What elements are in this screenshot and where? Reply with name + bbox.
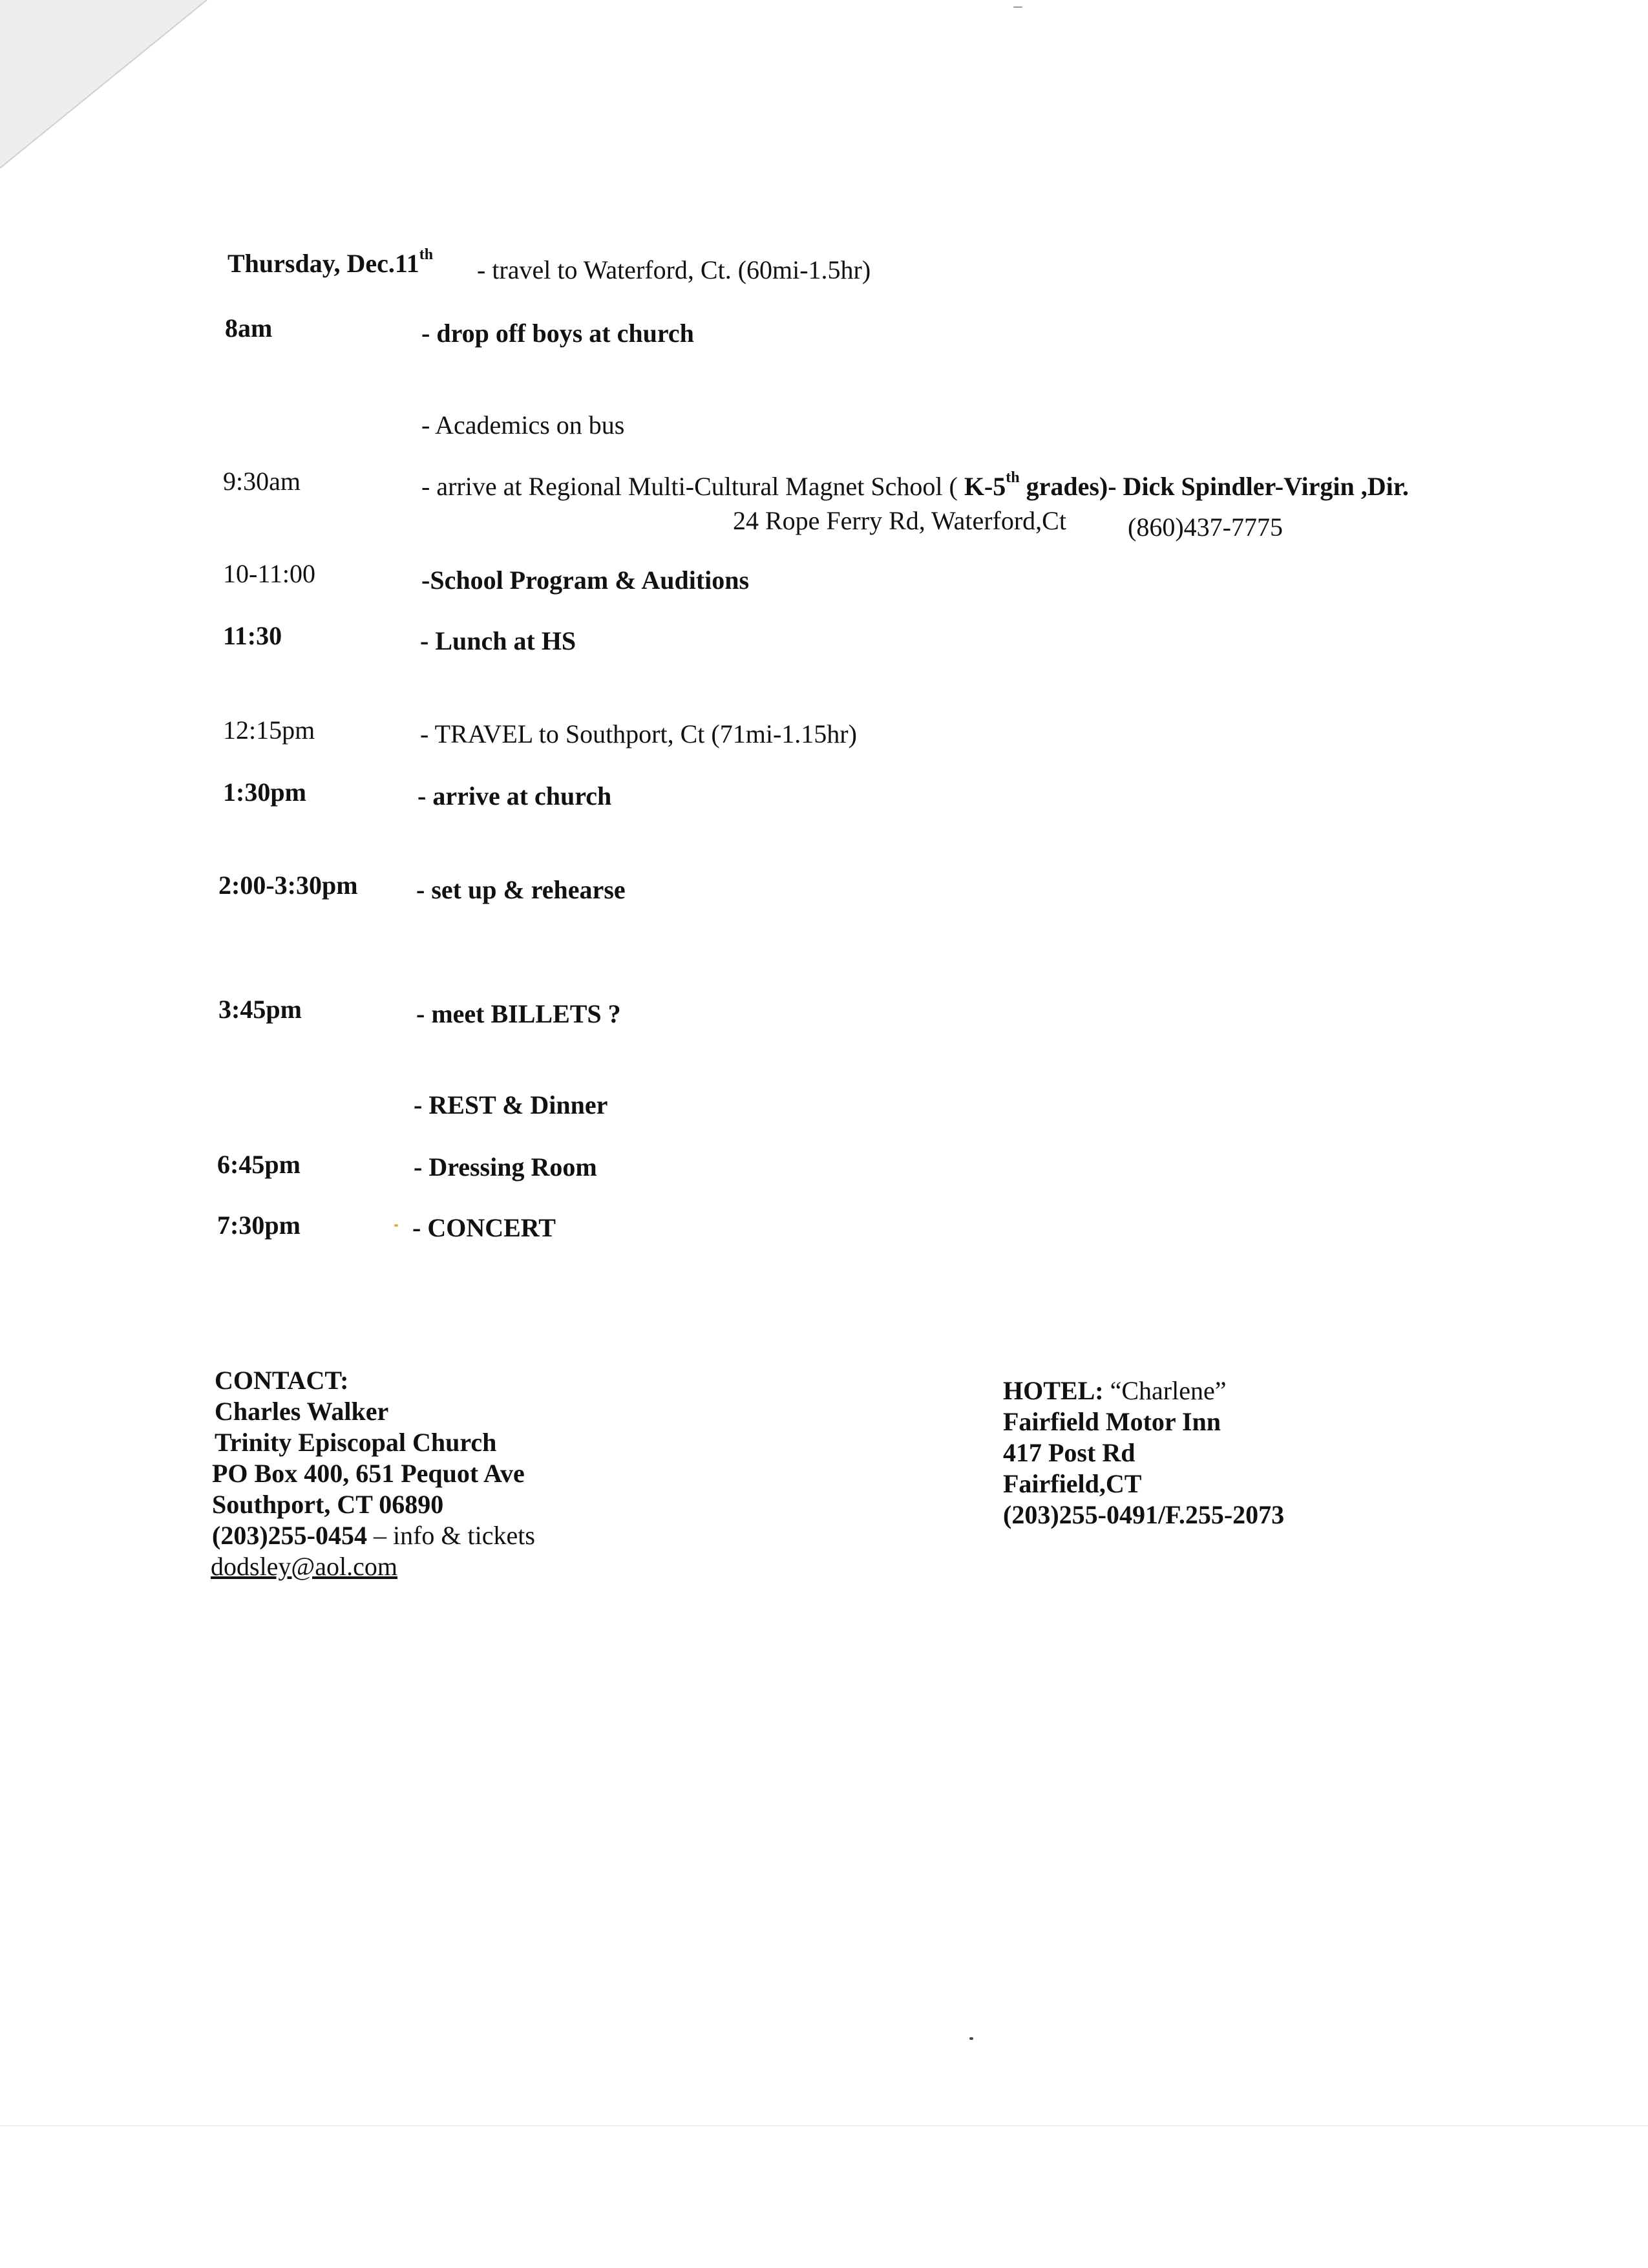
page-bottom-edge bbox=[0, 2125, 1648, 2126]
time-label: 12:15pm bbox=[223, 715, 315, 745]
hotel-phone: (203)255-0491/F.255-2073 bbox=[1003, 1500, 1285, 1529]
page-corner-fold bbox=[0, 0, 220, 175]
activity-label: -School Program & Auditions bbox=[421, 566, 750, 595]
time-label: 10-11:00 bbox=[223, 559, 315, 588]
schedule-day: Thursday, Dec.11th bbox=[227, 246, 434, 278]
hotel-address: 417 Post Rd bbox=[1003, 1438, 1136, 1467]
school-phone: (860)437-7775 bbox=[1128, 513, 1283, 542]
contact-email-link[interactable]: dodsley@aol.com bbox=[211, 1552, 398, 1581]
hotel-city: Fairfield,CT bbox=[1003, 1469, 1142, 1498]
activity-label: - drop off boys at church bbox=[421, 319, 694, 348]
scan-speck bbox=[394, 1224, 398, 1227]
activity-label: - CONCERT bbox=[412, 1213, 556, 1242]
hotel-name: Fairfield Motor Inn bbox=[1003, 1407, 1221, 1436]
activity-label: - Lunch at HS bbox=[420, 626, 576, 655]
time-label: 1:30pm bbox=[223, 778, 306, 807]
time-label: 3:45pm bbox=[218, 995, 302, 1024]
activity-label: - REST & Dinner bbox=[414, 1090, 608, 1119]
school-address: 24 Rope Ferry Rd, Waterford,Ct bbox=[733, 506, 1066, 535]
contact-address-2: Southport, CT 06890 bbox=[212, 1490, 444, 1519]
activity-label: - meet BILLETS ? bbox=[416, 999, 621, 1028]
time-label: 8am bbox=[225, 313, 273, 343]
activity-label: - TRAVEL to Southport, Ct (71mi-1.15hr) bbox=[420, 719, 857, 748]
contact-org: Trinity Episcopal Church bbox=[215, 1428, 497, 1457]
activity-label: - set up & rehearse bbox=[416, 875, 626, 904]
contact-address-1: PO Box 400, 651 Pequot Ave bbox=[212, 1459, 525, 1488]
time-label: 6:45pm bbox=[217, 1150, 301, 1179]
time-label: 7:30pm bbox=[217, 1211, 301, 1240]
activity-label: - Academics on bus bbox=[421, 410, 625, 440]
time-label: 2:00-3:30pm bbox=[218, 871, 358, 900]
time-label: 11:30 bbox=[223, 621, 282, 650]
contact-name: Charles Walker bbox=[215, 1397, 389, 1426]
activity-label: - Dressing Room bbox=[414, 1152, 597, 1182]
contact-heading: CONTACT: bbox=[215, 1366, 349, 1395]
scan-speck bbox=[969, 2037, 973, 2040]
time-label: 9:30am bbox=[223, 467, 301, 496]
activity-label: - arrive at church bbox=[417, 781, 612, 811]
hotel-heading: HOTEL: “Charlene” bbox=[1003, 1376, 1227, 1405]
activity-label: - arrive at Regional Multi-Cultural Magnet School ( K-5th grades)- Dick Spindler-Virgin ,Dir. bbox=[421, 469, 1409, 501]
contact-phone: (203)255-0454 – info & tickets bbox=[212, 1521, 535, 1550]
schedule-day-travel: - travel to Waterford, Ct. (60mi-1.5hr) bbox=[477, 255, 871, 284]
scan-speck bbox=[1013, 6, 1022, 8]
